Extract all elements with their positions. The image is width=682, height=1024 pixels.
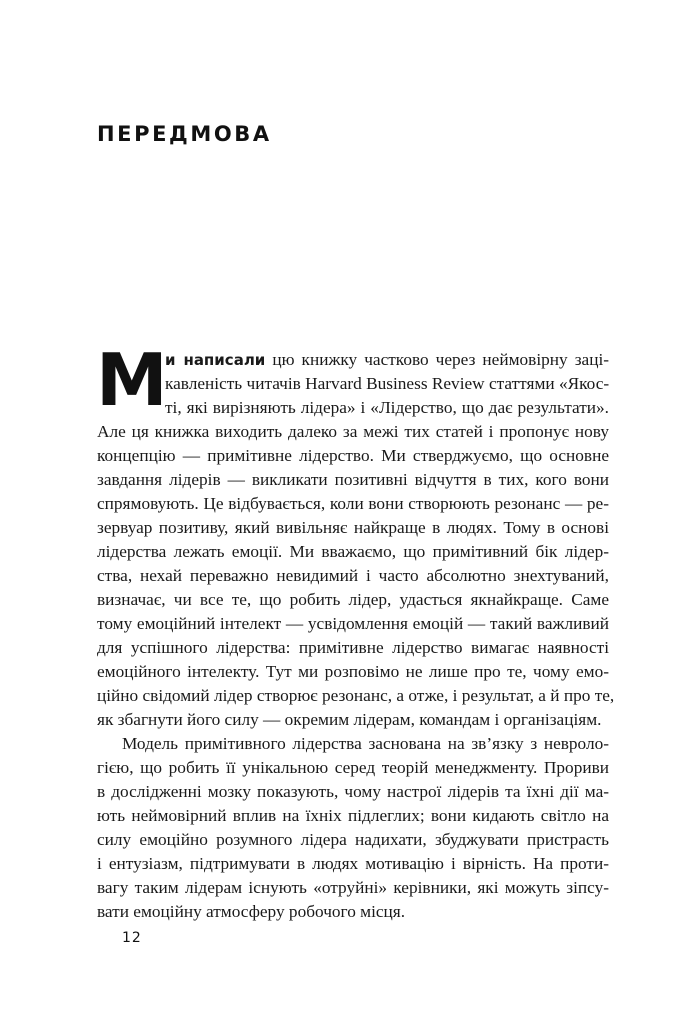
text-line: емоційного інтелекту. Тут ми розповімо не лише про те, чому емо- [97,662,609,681]
text-line: кавленість читачів Harvard Business Review статтями «Якос- [165,374,610,393]
text-line: лідерства лежать емоції. Ми вважаємо, що примітивний бік лідер- [97,542,609,561]
text-line: завдання лідерів — викликати позитивні відчуття в тих, кого вони [97,470,609,489]
drop-cap: М [96,338,168,422]
text-line: силу емоційно розумного лідера надихати, збуджувати пристрасть [97,830,609,849]
page-number: 12 [122,930,142,946]
text-line: ють неймовірний вплив на їхніх підлеглих; вони кидають світло на [97,806,609,825]
text-line: ційно свідомий лідер створює резонанс, а отже, і результат, а й про те, [97,686,615,705]
text-line: в дослідженні мозку показують, чому настрої лідерів та їхні дії ма- [97,782,609,801]
text-line: зервуар позитиву, який вивільняє найкраще в людях. Тому в основі [97,518,609,537]
text-line: ства, нехай переважно невидимий і часто абсолютно знехтуваний, [97,566,609,585]
text-fragment: цю книжку частково через неймовірну заці- [265,350,610,369]
text-line: як збагнути його силу — окремим лідерам, командам і організаціям. [97,710,602,729]
lead-in: и написали [165,351,266,369]
text-line: тому емоційний інтелект — усвідомлення емоцій — такий важливий [97,614,609,633]
text-line [165,348,609,372]
text-line: і ентузіазм, підтримувати в людях мотивацію і вірність. На проти- [97,854,609,873]
text-line: вагу таким лідерам існують «отруйні» керівники, які можуть зіпсу- [97,878,609,897]
text-line: для успішного лідерства: примітивне лідерство вимагає наявності [97,638,609,657]
text-line: визначає, чи все те, що робить лідер, удасться якнайкраще. Саме [97,590,609,609]
text-line: спрямовують. Це відбувається, коли вони створюють резонанс — ре- [97,494,609,513]
text-line: Але ця книжка виходить далеко за межі тих статей і пропонує нову [97,422,609,441]
text-line: Модель примітивного лідерства заснована на зв’язку з невроло- [122,734,609,753]
text-line: вати емоційну атмосферу робочого місця. [97,902,406,921]
text-line: ті, які вирізняють лідера» і «Лідерство, що дає результати». [165,398,609,417]
chapter-title: ПЕРЕДМОВА [97,122,272,146]
text-line: концепцію — примітивне лідерство. Ми стверджуємо, що основне [97,446,609,465]
text-line: гією, що робить її унікальною серед теорій менеджменту. Прориви [97,758,609,777]
